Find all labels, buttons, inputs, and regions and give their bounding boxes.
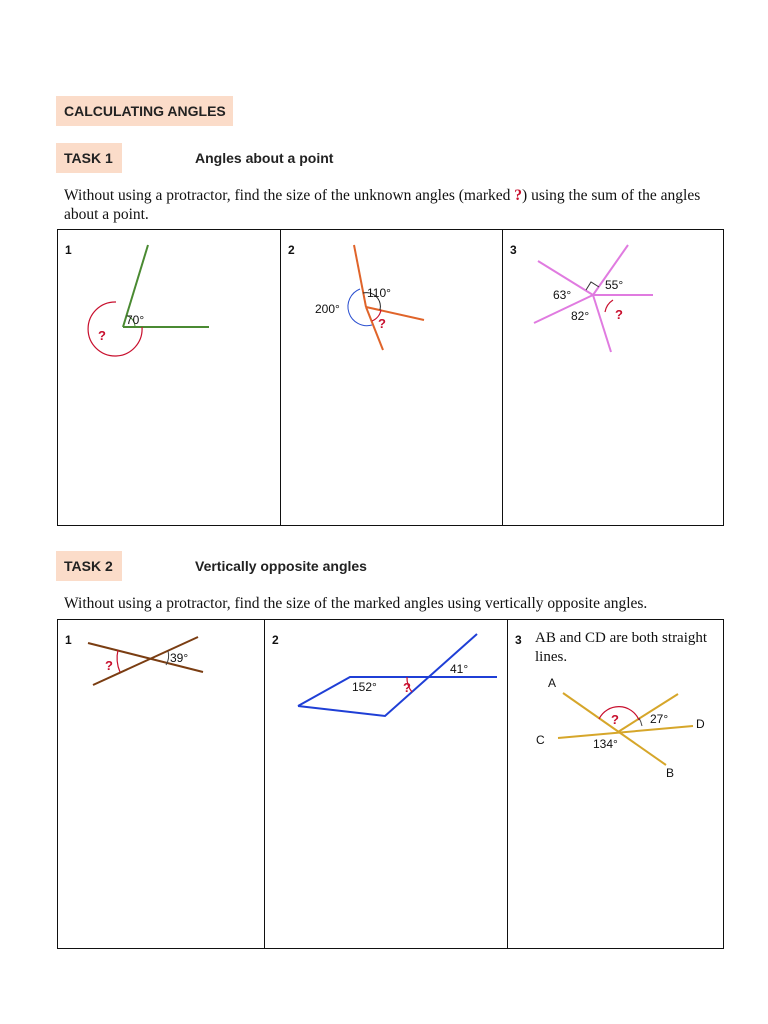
task2-problem-2-number: 2: [272, 633, 279, 647]
point-label-B: B: [666, 766, 675, 780]
task2-problem-1: [58, 620, 264, 948]
arm-line: [366, 307, 424, 320]
angle-label-152: 152°: [352, 680, 377, 694]
angle-label-110: 110°: [367, 286, 391, 300]
task1-problem-1-diagram: [58, 230, 280, 525]
angle-label-82: 82°: [571, 309, 590, 323]
task1-tag: TASK 1: [56, 143, 122, 173]
quadrilateral-edge: [298, 677, 497, 706]
unknown-angle-arc: [599, 707, 639, 720]
unknown-angle-mark: ?: [615, 307, 623, 322]
angle-arc: [639, 718, 642, 726]
task2-problem-2-diagram: [265, 620, 508, 948]
point-label-D: D: [696, 717, 705, 731]
angle-label-200: 200°: [315, 302, 340, 316]
point-label-C: C: [536, 733, 545, 747]
unknown-angle-mark: ?: [378, 316, 386, 331]
task1-instruction-start: Without using a protractor, find the size of the unknown angles (marked: [64, 187, 515, 204]
task2-problem-3-diagram: [508, 620, 724, 948]
unknown-angle-mark: ?: [611, 712, 619, 727]
angle-label-39: 39°: [170, 651, 189, 665]
task1-heading: Angles about a point: [195, 150, 334, 166]
task2-problem-3-number: 3: [515, 633, 522, 647]
task2-heading: Vertically opposite angles: [195, 558, 367, 574]
angle-label-134: 134°: [593, 737, 618, 751]
task1-instruction-end: ) using the sum of the angles about a point.: [64, 187, 701, 223]
point-label-A: A: [548, 676, 557, 690]
arm-line: [354, 245, 366, 307]
third-line: [618, 694, 678, 732]
task2-problem-1-diagram: [58, 620, 264, 948]
task2-grid: [57, 619, 724, 949]
angle-label-55: 55°: [605, 278, 624, 292]
task1-problem-3-diagram: [503, 230, 724, 525]
unknown-angle-mark: ?: [403, 680, 411, 695]
task1-problem-2: [280, 230, 502, 525]
task2-problem-3: [507, 620, 723, 948]
unknown-angle-arc: [605, 300, 613, 312]
task1-problem-3: [502, 230, 723, 525]
task1-problem-1-number: 1: [65, 243, 72, 257]
angle-label-27: 27°: [650, 712, 669, 726]
unknown-angle-mark: ?: [98, 328, 106, 343]
task1-problem-1: [58, 230, 280, 525]
angle-label-63: 63°: [553, 288, 572, 302]
task1-instruction-mark: ?: [514, 187, 523, 204]
task1-grid: [57, 229, 724, 526]
task2-instruction: Without using a protractor, find the size of the marked angles using vertically opposite angles.: [64, 595, 648, 612]
task1-problem-2-diagram: [281, 230, 503, 525]
task2-problem-1-number: 1: [65, 633, 72, 647]
angle-label-70: 70°: [126, 313, 145, 327]
task2-problem-3-text: AB and CD are both straight lines.: [535, 630, 708, 665]
worksheet-title: CALCULATING ANGLES: [56, 96, 233, 126]
task1-problem-2-number: 2: [288, 243, 295, 257]
unknown-angle-mark: ?: [105, 658, 113, 673]
unknown-angle-arc: [117, 650, 120, 672]
reflex-angle-arc: [88, 302, 145, 356]
task2-problem-2: [264, 620, 507, 948]
angle-label-41: 41°: [450, 662, 469, 676]
task2-tag: TASK 2: [56, 551, 122, 581]
task1-instruction: [64, 186, 714, 224]
task1-problem-3-number: 3: [510, 243, 517, 257]
